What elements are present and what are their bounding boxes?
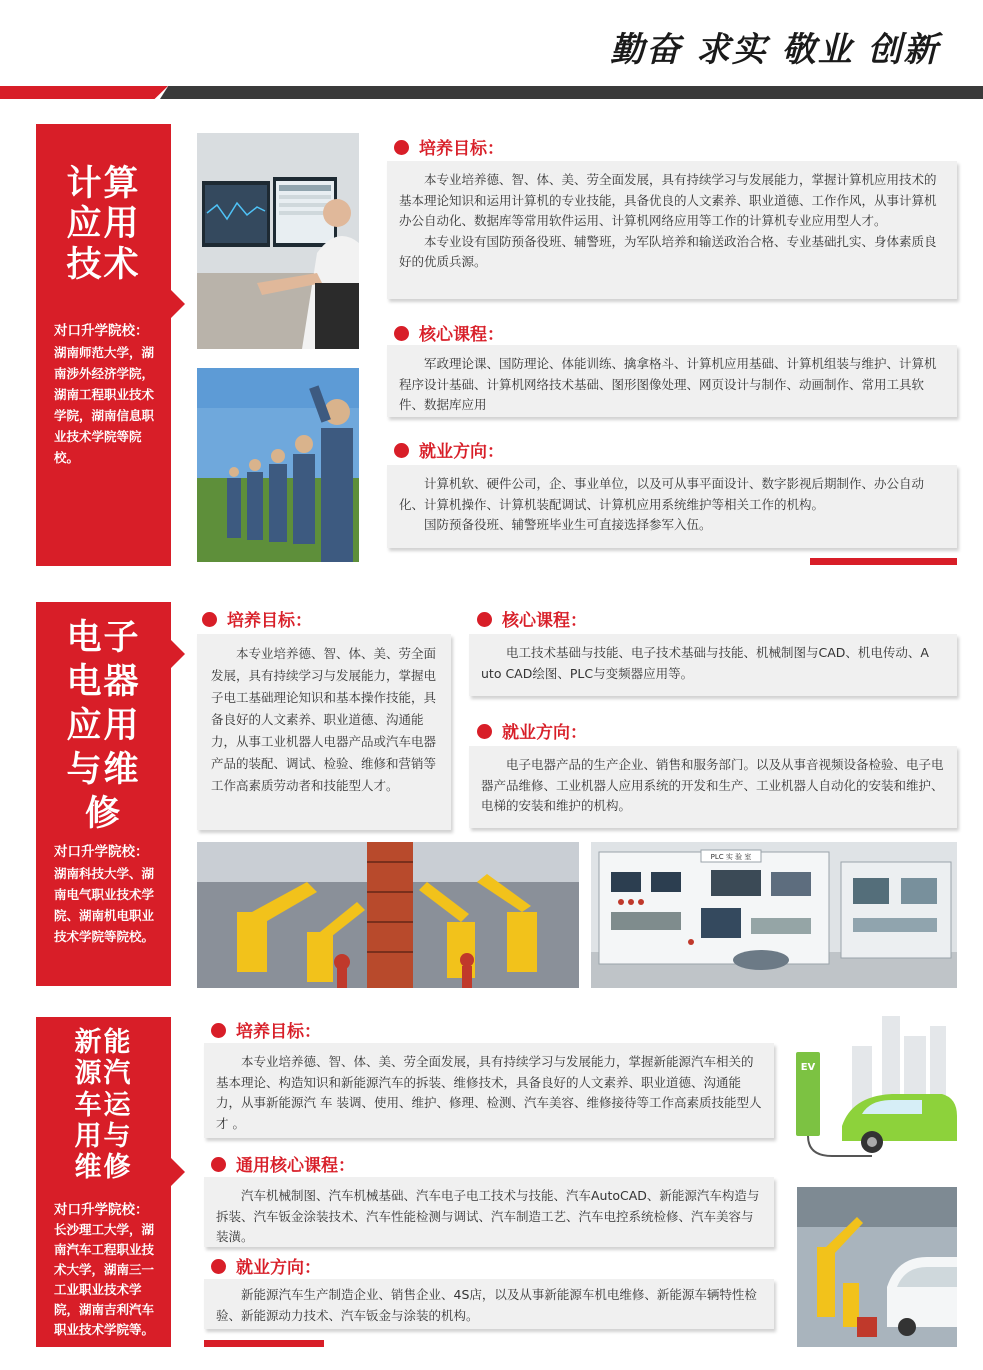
section-3-job-box (204, 1279, 774, 1329)
job-paragraph: 计算机软、硬件公司，企、事业单位，以及可从事平面设计、数字影视后期制作、办公自动化、计算机操作、计算机装配调试、计算机应用系统维护等相关工作的机构。 (399, 476, 925, 512)
job-paragraph: 新能源汽车生产制造企业、销售企业、4S店，以及从事新能源车机电维修、新能源车辆特性检验、新能源动力技术、汽车钣金与涂装的机构。 (216, 1287, 757, 1323)
colleges-list: 湖南师范大学，湖南涉外经济学院，湖南工程职业技术学院，湖南信息职业技术学院等院校。 (54, 344, 155, 465)
section-1-colleges (36, 321, 171, 468)
section-1-course-heading: 核心课程： (394, 320, 504, 345)
section-3-goal-box (204, 1043, 774, 1138)
section-2-goal-box (197, 634, 451, 830)
section-1-job-heading: 就业方向： (394, 437, 504, 462)
bullet-dot-icon (394, 140, 409, 155)
bullet-dot-icon (394, 326, 409, 341)
course-text: 汽车机械制图、汽车机械基础、汽车电子电工技术与技能、汽车AutoCAD、新能源汽车构造与拆装、汽车钣金涂装技术、汽车性能检测与调试、汽车制造工艺、汽车电控系统检修、汽车美容与装潢。 (216, 1188, 760, 1244)
section-3-colleges (36, 1200, 171, 1340)
car-assembly-line-photo (797, 1187, 957, 1347)
section-3-arrow (171, 1158, 185, 1186)
section-1-goal-heading: 培养目标： (394, 134, 504, 159)
colleges-list: 长沙理工大学，湖南汽车工程职业技术大学，湖南三一工业职业技术学院，湖南吉利汽车职业技术学院等。 (54, 1221, 155, 1337)
header-red-bar (0, 86, 168, 99)
school-motto: 勤奋 求实 敬业 创新 (610, 30, 940, 70)
ev-charging-illustration (792, 1006, 957, 1174)
section-1-divider (810, 558, 957, 565)
section-2-course-box (469, 634, 957, 696)
colleges-label: 对口升学院校： (54, 322, 149, 339)
bullet-dot-icon (202, 612, 217, 627)
section-3-sidebar (36, 1017, 171, 1347)
bullet-dot-icon (211, 1259, 226, 1274)
course-text: 军政理论课、国防理论、体能训练、擒拿格斗、计算机应用基础、计算机组装与维护、计算机程序设计基础、计算机网络技术基础、图形图像处理、网页设计与制作、动画制作、常用工具软件、数据库应用 (399, 356, 937, 412)
section-1-goal-box (387, 161, 957, 299)
goal-paragraph: 本专业培养德、智、体、美、劳全面发展，具有持续学习与发展能力，掌握新能源汽车相关的基本理论、构造知识和新能源汽车的拆装、维修技术，具备良好的人文素养、职业道德、沟通能力，从事新能源汽 车 装调、使用、维护、修理、检测、汽车美容、维修接待等工作高素质技能型人才 。 (216, 1054, 762, 1131)
computer-workstation-photo (197, 133, 359, 349)
section-2-job-box (469, 746, 957, 828)
section-1-job-box (387, 465, 957, 548)
section-2-sidebar (36, 602, 171, 986)
colleges-label: 对口升学院校： (54, 1201, 149, 1218)
plc-lab-photo (591, 842, 957, 988)
military-training-photo (197, 368, 359, 562)
section-2-colleges (36, 842, 171, 947)
industrial-robots-photo (197, 842, 579, 988)
section-1-arrow (171, 290, 185, 318)
section-1-sidebar (36, 124, 171, 566)
section-3-title: 新能 源汽 车运 用与 维修 (74, 1027, 133, 1184)
section-2-title: 电子 电器 应用 与维 修 (66, 618, 141, 835)
job-paragraph: 电子电器产品的生产企业、销售和服务部门。以及从事音视频设备检验、电子电器产品维修、工业机器人应用系统的开发和生产、工业机器人自动化的安装和维护、电梯的安装和维护的机构。 (481, 757, 944, 813)
course-text: 电工技术基础与技能、电子技术基础与技能、机械制图与CAD、机电传动、A uto CAD绘图、PLC与变频器应用等。 (481, 645, 929, 681)
ev-sign-text: EV (800, 1062, 816, 1073)
section-1-title: 计算 应用 技术 (66, 164, 141, 285)
section-3-divider (204, 1340, 324, 1347)
section-3-goal-heading: 培养目标： (211, 1017, 321, 1042)
goal-paragraph: 本专业设有国防预备役班、辅警班，为军队培养和输送政治合格、专业基础扎实、身体素质良好的优质兵源。 (399, 233, 937, 269)
bullet-dot-icon (211, 1157, 226, 1172)
job-paragraph: 国防预备役班、辅警班毕业生可直接选择参军入伍。 (424, 517, 712, 532)
bullet-dot-icon (211, 1023, 226, 1038)
goal-paragraph: 本专业培养德、智、体、美、劳全面发展，具有持续学习与发展能力，掌握电子电工基础理论知识和基本操作技能，具备良好的人文素养、职业道德、沟通能力，从事工业机器人电器产品或汽车电器产品的装配、调试、检验、维修和营销等工作高素质劳动者和技能型人才。 (211, 646, 437, 793)
section-1-course-box (387, 345, 957, 417)
section-2-job-heading: 就业方向： (477, 718, 587, 743)
section-3-job-heading: 就业方向： (211, 1253, 321, 1278)
bullet-dot-icon (477, 724, 492, 739)
lab-sign-text: PLC 实 验 室 (710, 853, 752, 861)
section-2-course-heading: 核心课程： (477, 606, 587, 631)
section-2-arrow (171, 640, 185, 668)
bullet-dot-icon (394, 443, 409, 458)
colleges-list: 湖南科技大学、湖南电气职业技术学院、湖南机电职业技术学院等院校。 (54, 866, 155, 945)
header-gray-bar (160, 86, 983, 99)
section-2-goal-heading: 培养目标： (202, 606, 312, 631)
section-3-course-box (204, 1177, 774, 1247)
section-3-course-heading: 通用核心课程： (211, 1151, 355, 1176)
bullet-dot-icon (477, 612, 492, 627)
goal-paragraph: 本专业培养德、智、体、美、劳全面发展，具有持续学习与发展能力，掌握计算机应用技术的基本理论知识和运用计算机的专业技能，具备优良的人文素养、职业道德、工作作风，从事计算机办公自动化、数据库等常用软件运用、计算机网络应用等工作的计算机专业应用型人才。 (399, 172, 937, 228)
colleges-label: 对口升学院校： (54, 844, 149, 861)
